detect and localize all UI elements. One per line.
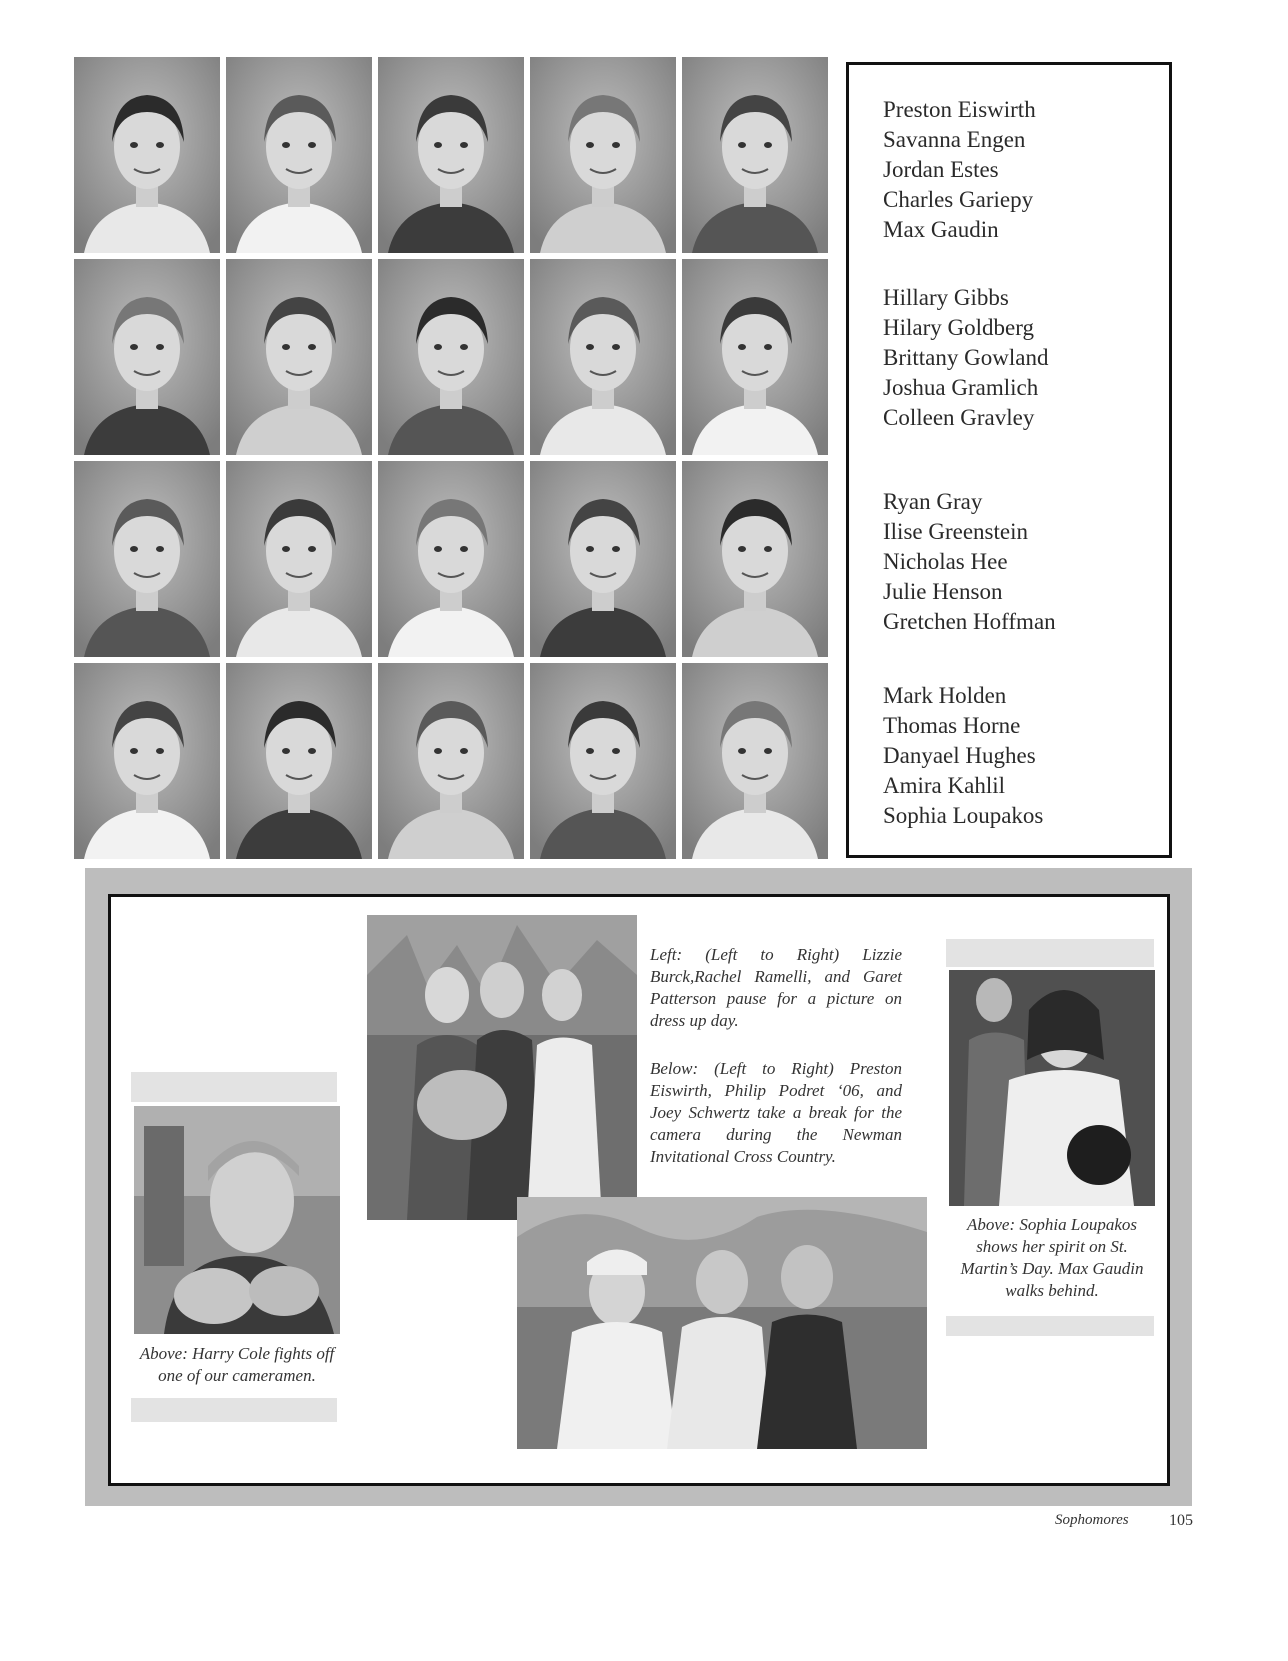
name-group-2 bbox=[883, 283, 1048, 433]
student-portrait bbox=[682, 461, 828, 657]
student-portrait bbox=[530, 57, 676, 253]
photo-label-bar bbox=[946, 939, 1154, 967]
student-name: Colleen Gravley bbox=[883, 405, 1035, 430]
names-box bbox=[846, 62, 1172, 858]
student-name: Danyael Hughes bbox=[883, 743, 1036, 768]
student-portrait bbox=[226, 57, 372, 253]
student-name: Ryan Gray bbox=[883, 489, 983, 514]
sophia-loupakos-caption: Above: Sophia Loupakos shows her spirit on St. Martin’s Day. Max Gaudin walks behind. bbox=[960, 1215, 1144, 1300]
student-portrait bbox=[378, 57, 524, 253]
photo-label-bar bbox=[946, 1316, 1154, 1336]
student-name: Mark Holden bbox=[883, 683, 1007, 708]
student-portrait bbox=[530, 259, 676, 455]
dress-up-day-photo bbox=[367, 915, 637, 1220]
harry-cole-caption: Above: Harry Cole fights off one of our cameramen. bbox=[139, 1344, 335, 1385]
student-name: Hilary Goldberg bbox=[883, 315, 1034, 340]
section-label: Sophomores bbox=[1055, 1512, 1129, 1528]
student-portrait bbox=[74, 663, 220, 859]
student-portrait bbox=[74, 461, 220, 657]
student-portrait bbox=[378, 663, 524, 859]
student-name: Savanna Engen bbox=[883, 127, 1026, 152]
student-name: Jordan Estes bbox=[883, 157, 999, 182]
student-portrait bbox=[530, 663, 676, 859]
name-group-1 bbox=[883, 95, 1036, 245]
student-name: Sophia Loupakos bbox=[883, 803, 1044, 828]
cross-country-photo bbox=[517, 1197, 927, 1449]
student-name: Max Gaudin bbox=[883, 217, 999, 242]
student-portrait bbox=[226, 259, 372, 455]
harry-cole-photo bbox=[134, 1106, 340, 1334]
name-group-4 bbox=[883, 681, 1043, 831]
student-portrait bbox=[74, 259, 220, 455]
name-group-3 bbox=[883, 487, 1056, 637]
student-portrait bbox=[530, 461, 676, 657]
cross-country-caption: Below: (Left to Right) Preston Eiswirth, Philip Podret ‘06, and Joey Schwertz take a break for the camera during the Newman Invitational Cross Country. bbox=[650, 1059, 902, 1166]
student-name: Amira Kahlil bbox=[883, 773, 1005, 798]
student-portrait bbox=[378, 259, 524, 455]
student-portrait bbox=[682, 663, 828, 859]
student-portrait bbox=[74, 57, 220, 253]
student-name: Ilise Greenstein bbox=[883, 519, 1028, 544]
student-name: Brittany Gowland bbox=[883, 345, 1049, 370]
student-name: Charles Gariepy bbox=[883, 187, 1034, 212]
portrait-grid bbox=[74, 57, 834, 865]
student-name: Julie Henson bbox=[883, 579, 1003, 604]
student-portrait bbox=[682, 57, 828, 253]
student-name: Gretchen Hoffman bbox=[883, 609, 1056, 634]
photo-label-bar bbox=[131, 1398, 337, 1422]
dress-up-caption: Left: (Left to Right) Lizzie Burck,Rachel Ramelli, and Garet Patterson pause for a picture on dress up day. bbox=[650, 945, 902, 1030]
page-number: 105 bbox=[1169, 1512, 1193, 1529]
student-portrait bbox=[226, 461, 372, 657]
student-name: Preston Eiswirth bbox=[883, 97, 1036, 122]
student-portrait bbox=[226, 663, 372, 859]
student-name: Nicholas Hee bbox=[883, 549, 1008, 574]
student-portrait bbox=[378, 461, 524, 657]
student-portrait bbox=[682, 259, 828, 455]
sophia-loupakos-photo bbox=[949, 970, 1155, 1206]
photo-label-bar bbox=[131, 1072, 337, 1102]
student-name: Hillary Gibbs bbox=[883, 285, 1009, 310]
student-name: Joshua Gramlich bbox=[883, 375, 1039, 400]
student-name: Thomas Horne bbox=[883, 713, 1021, 738]
